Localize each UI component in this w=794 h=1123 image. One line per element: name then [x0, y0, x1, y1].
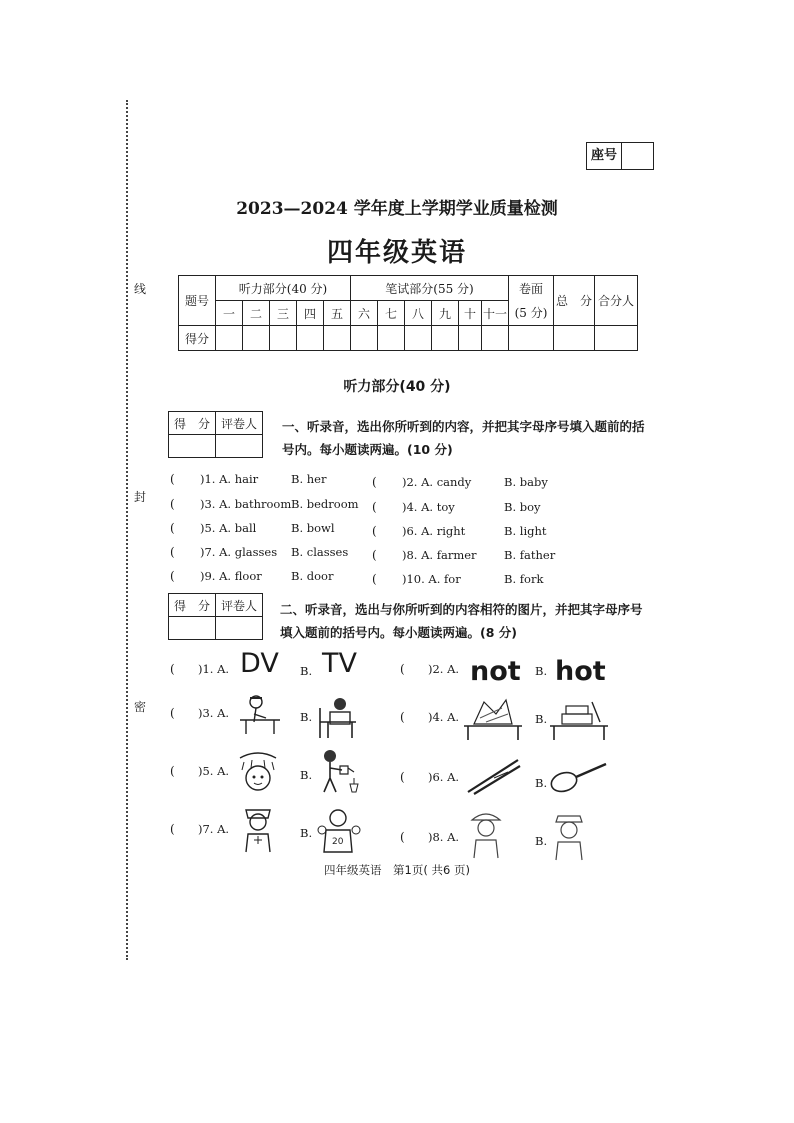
part2-instruction: 二、听录音，选出与你所听到的内容相符的图片，并把其字母序号填入题前的括号内。每小题读两遍。(8 分): [280, 602, 643, 640]
p1-option-b-6: B. light: [504, 524, 547, 538]
answer-paren[interactable]: (: [170, 472, 175, 486]
p2-q6-b-label: B.: [535, 776, 548, 790]
col-num: 三: [270, 301, 297, 326]
col-num: 八: [405, 301, 432, 326]
score-cell[interactable]: [554, 326, 595, 351]
p1-question-5: )5. A. ball: [200, 521, 257, 535]
answer-paren[interactable]: (: [400, 710, 405, 724]
score-cell[interactable]: [405, 326, 432, 351]
col-num: 七: [378, 301, 405, 326]
answer-paren[interactable]: (: [170, 545, 175, 559]
score-cell[interactable]: [595, 326, 638, 351]
subject-title: 四年级英语: [326, 238, 467, 268]
grader-name-label: 评卷人: [216, 412, 263, 435]
p2-q6-label: )6. A.: [428, 770, 460, 784]
score-cell[interactable]: [297, 326, 324, 351]
p1-question-6: )6. A. right: [402, 524, 466, 538]
score-cell[interactable]: [378, 326, 405, 351]
answer-paren[interactable]: (: [170, 764, 175, 778]
total-header: 总 分: [554, 276, 595, 326]
p1-question-7: )7. A. glasses: [200, 545, 278, 559]
score-cell[interactable]: [243, 326, 270, 351]
answer-paren[interactable]: (: [400, 830, 405, 844]
p1-option-b-4: B. boy: [504, 500, 541, 514]
col-num: 十一: [482, 301, 509, 326]
score-cell[interactable]: [459, 326, 482, 351]
p2-q3-label: )3. A.: [198, 706, 230, 720]
answer-paren[interactable]: (: [170, 569, 175, 583]
answer-paren[interactable]: (: [170, 822, 175, 836]
p1-question-4: )4. A. toy: [402, 500, 455, 514]
p1-option-b-10: B. fork: [504, 572, 544, 586]
listening-header: 听力部分(40 分): [216, 276, 351, 301]
p2-q4-b-label: B.: [535, 712, 548, 726]
score-cell[interactable]: [509, 326, 554, 351]
svg-text:20: 20: [332, 837, 344, 847]
doctor-icon: [548, 812, 590, 862]
boy-at-desk-icon: [316, 694, 360, 740]
side-mark-mi: 密: [134, 700, 147, 714]
p1-question-1: )1. A. hair: [200, 472, 259, 486]
answer-paren[interactable]: (: [170, 706, 175, 720]
answer-paren[interactable]: (: [372, 500, 377, 514]
grader-score-cell[interactable]: [169, 617, 216, 640]
girl-cleaning-table-icon: [236, 692, 284, 736]
p2-q8-label: )8. A.: [428, 830, 460, 844]
p2-q5-b-label: B.: [300, 768, 313, 782]
score-cell[interactable]: [351, 326, 378, 351]
nurse-icon: [238, 802, 278, 854]
binding-dotted-line: [126, 100, 128, 960]
answer-paren[interactable]: (: [372, 548, 377, 562]
p1-question-2: )2. A. candy: [402, 475, 472, 489]
score-cell[interactable]: [216, 326, 243, 351]
score-cell[interactable]: [432, 326, 459, 351]
col-num: 二: [243, 301, 270, 326]
grader-box-part1: [168, 411, 263, 458]
grader-score-label: 得 分: [169, 594, 216, 617]
p2-q4-label: )4. A.: [428, 710, 460, 724]
grader-box-part2: [168, 593, 263, 640]
answer-paren[interactable]: (: [400, 662, 405, 676]
score-table: [178, 275, 638, 351]
side-mark-feng: 封: [134, 490, 147, 504]
score-cell[interactable]: [482, 326, 509, 351]
answer-paren[interactable]: (: [372, 572, 377, 586]
p1-option-b-2: B. baby: [504, 475, 548, 489]
col-num: 六: [351, 301, 378, 326]
answer-paren[interactable]: (: [372, 524, 377, 538]
col-num: 四: [297, 301, 324, 326]
p1-option-b-5: B. bowl: [291, 521, 335, 535]
p2-q1-option-b: TV: [322, 648, 357, 679]
grader-score-cell[interactable]: [169, 435, 216, 458]
messy-desk-icon: [462, 696, 524, 740]
boy-watering-plant-icon: [318, 748, 362, 796]
answer-paren[interactable]: (: [400, 770, 405, 784]
writing-header: 笔试部分(55 分): [351, 276, 509, 301]
grader-name-label: 评卷人: [216, 594, 263, 617]
p1-option-b-8: B. father: [504, 548, 556, 562]
answer-paren[interactable]: (: [170, 662, 175, 676]
p2-q2-option-b: hot: [555, 656, 606, 687]
neatness-points: (5 分): [509, 301, 554, 326]
p1-option-b-9: B. door: [291, 569, 334, 583]
col-num: 九: [432, 301, 459, 326]
score-row-label: 得分: [179, 326, 216, 351]
col-num: 十: [459, 301, 482, 326]
p2-q2-b-label: B.: [535, 664, 548, 678]
p2-q8-b-label: B.: [535, 834, 548, 848]
col-num: 五: [324, 301, 351, 326]
score-cell[interactable]: [324, 326, 351, 351]
score-cell[interactable]: [270, 326, 297, 351]
p1-option-b-1: B. her: [291, 472, 327, 486]
answer-paren[interactable]: (: [170, 497, 175, 511]
p2-q7-label: )7. A.: [198, 822, 230, 836]
p2-q1-option-a: DV: [240, 648, 279, 679]
chopsticks-icon: [464, 756, 522, 796]
p1-question-3: )3. A. bathroom: [200, 497, 292, 511]
p2-q5-label: )5. A.: [198, 764, 230, 778]
farmer-icon: [466, 810, 506, 860]
exam-year-title: 2023—2024 学年度上学期学业质量检测: [236, 199, 558, 219]
p2-q2-label: )2. A.: [428, 662, 460, 676]
seat-label: 座号: [587, 143, 622, 169]
spoon-icon: [548, 760, 610, 796]
p2-q1-b-label: B.: [300, 664, 313, 678]
p1-option-b-3: B. bedroom: [291, 497, 359, 511]
neatness-header: 卷面: [509, 276, 554, 301]
basketball-player-icon: [316, 808, 362, 854]
girl-showering-icon: [234, 750, 282, 794]
p2-q1-label: )1. A.: [198, 662, 230, 676]
grader-name-cell[interactable]: [216, 435, 263, 458]
checker-header: 合分人: [595, 276, 638, 326]
p1-option-b-7: B. classes: [291, 545, 349, 559]
page-footer: 四年级英语 第1页( 共6 页): [324, 863, 470, 877]
answer-paren[interactable]: (: [372, 475, 377, 489]
p2-q7-b-label: B.: [300, 826, 313, 840]
col-num: 一: [216, 301, 243, 326]
side-mark-xian: 线: [134, 282, 147, 296]
part1-instruction: 一、听录音，选出你所听到的内容，并把其字母序号填入题前的括号内。每小题读两遍。(10 分): [282, 419, 645, 457]
p1-question-8: )8. A. farmer: [402, 548, 477, 562]
p2-q2-option-a: not: [470, 656, 521, 687]
row-label-title: 题号: [179, 276, 216, 326]
grader-score-label: 得 分: [169, 412, 216, 435]
tidy-desk-icon: [548, 696, 610, 740]
seat-number-box[interactable]: [586, 142, 654, 170]
listening-section-title: 听力部分(40 分): [343, 379, 451, 395]
p1-question-10: )10. A. for: [402, 572, 461, 586]
p1-question-9: )9. A. floor: [200, 569, 262, 583]
p2-q3-b-label: B.: [300, 710, 313, 724]
answer-paren[interactable]: (: [170, 521, 175, 535]
grader-name-cell[interactable]: [216, 617, 263, 640]
